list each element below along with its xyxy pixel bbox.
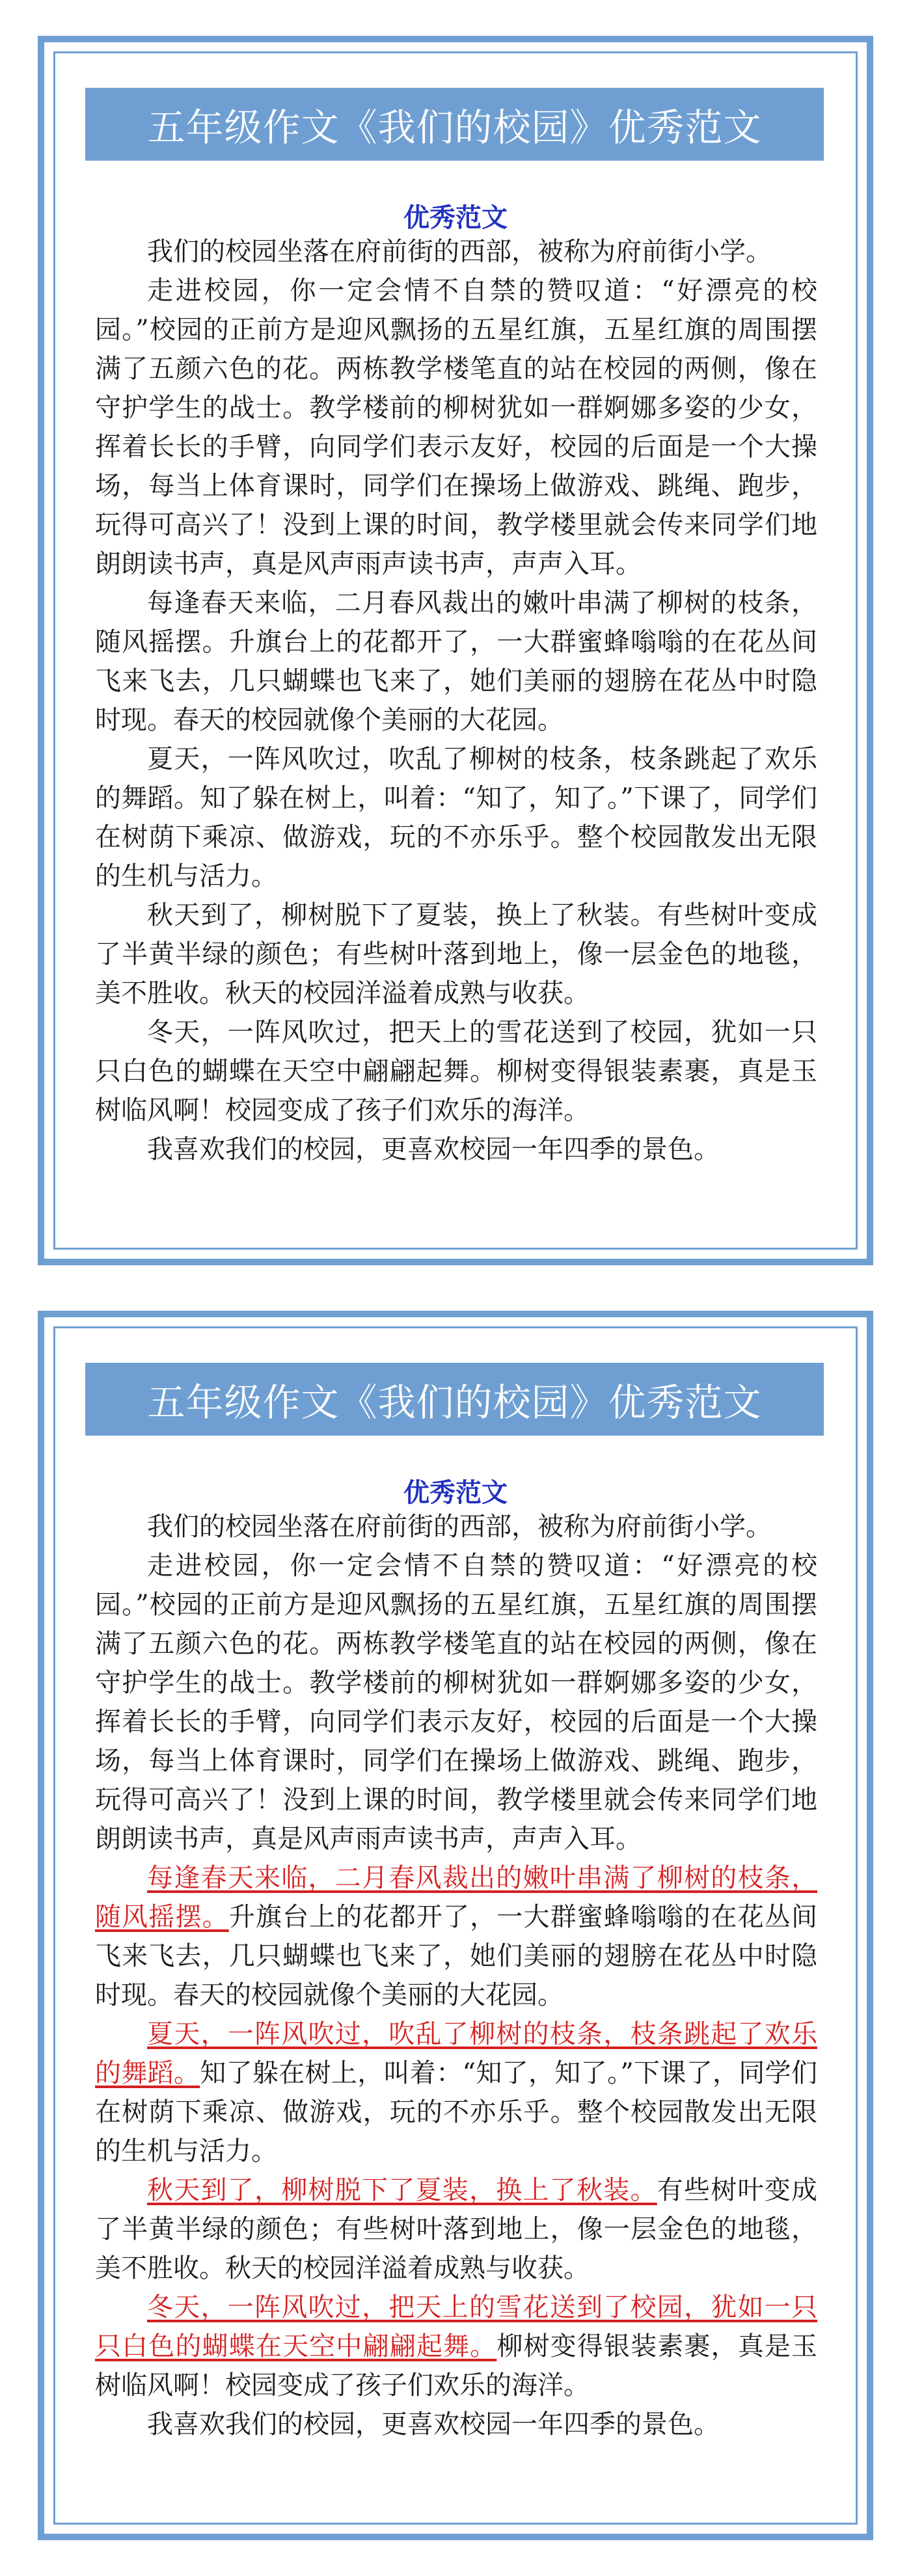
paragraph-highlighted: 秋天到了，柳树脱下了夏装，换上了秋装。有些树叶变成了半黄半绿的颜色；有些树叶落到地上，像一层金色的地毯，美不胜收。秋天的校园洋溢着成熟与收获。 [95,2175,817,2283]
highlighted-sentence: 秋天到了，柳树脱下了夏装，换上了秋装。 [147,2175,657,2205]
paragraph: 我喜欢我们的校园，更喜欢校园一年四季的景色。 [147,1134,720,1164]
paragraph: 每逢春天来临，二月春风裁出的嫩叶串满了柳树的枝条，随风摇摆。升旗台上的花都开了，一大群蜜蜂嗡嗡的在花丛间飞来飞去，几只蝴蝶也飞来了，她们美丽的翅膀在花丛中时隐时现。春天的校园就像个美丽的大花园。 [95,588,817,735]
essay-subtitle: 优秀范文 [403,1478,508,1508]
paragraph: 我们的校园坐落在府前街的西部，被称为府前街小学。 [147,237,772,267]
essay-title: 五年级作文《我们的校园》优秀范文 [85,88,824,161]
paragraph: 走进校园，你一定会情不自禁的赞叹道：“好漂亮的校园。”校园的正前方是迎风飘扬的五星红旗，五星红旗的周围摆满了五颜六色的花。两栋教学楼笔直的站在校园的两侧，像在守护学生的战士。教学楼前的柳树犹如一群婀娜多姿的少女，挥着长长的手臂，向同学们表示友好，校园的后面是一个大操场，每当上体育课时，同学们在操场上做游戏、跳绳、跑步，玩得可高兴了！没到上课的时间，教学楼里就会传来同学们地朗朗读书声，真是风声雨声读书声，声声入耳。 [95,276,817,579]
paragraph: 我们的校园坐落在府前街的西部，被称为府前街小学。 [147,1512,772,1542]
highlighted-sentence: 每逢春天来临，二月春风裁出的嫩叶串满了柳树的枝条，随风摇摆。 [95,1863,817,1932]
highlighted-sentence: 夏天，一阵风吹过，吹乱了柳树的枝条，枝条跳起了欢乐的舞蹈。 [95,2019,817,2088]
essay-body [95,232,817,1169]
paragraph-highlighted: 夏天，一阵风吹过，吹乱了柳树的枝条，枝条跳起了欢乐的舞蹈。知了躲在树上，叫着：“知了，知了。”下课了，同学们在树荫下乘凉、做游戏，玩的不亦乐乎。整个校园散发出无限的生机与活力。 [95,2019,818,2166]
essay-subtitle: 优秀范文 [403,203,508,233]
paragraph: 走进校园，你一定会情不自禁的赞叹道：“好漂亮的校园。”校园的正前方是迎风飘扬的五星红旗，五星红旗的周围摆满了五颜六色的花。两栋教学楼笔直的站在校园的两侧，像在守护学生的战士。教学楼前的柳树犹如一群婀娜多姿的少女，挥着长长的手臂，向同学们表示友好，校园的后面是一个大操场，每当上体育课时，同学们在操场上做游戏、跳绳、跑步，玩得可高兴了！没到上课的时间，教学楼里就会传来同学们地朗朗读书声，真是风声雨声读书声，声声入耳。 [95,1551,817,1854]
paragraph: 秋天到了，柳树脱下了夏装，换上了秋装。有些树叶变成了半黄半绿的颜色；有些树叶落到地上，像一层金色的地毯，美不胜收。秋天的校园洋溢着成熟与收获。 [95,900,817,1008]
paragraph: 冬天，一阵风吹过，把天上的雪花送到了校园，犹如一只只白色的蝴蝶在天空中翩翩起舞。柳树变得银装素裹，真是玉树临风啊！校园变成了孩子们欢乐的海洋。 [95,1017,817,1125]
essay-body [95,1507,817,2444]
highlighted-sentence: 冬天，一阵风吹过，把天上的雪花送到了校园，犹如一只只白色的蝴蝶在天空中翩翩起舞。 [95,2292,817,2361]
essay-card-2 [38,1311,873,2540]
essay-card-1 [38,36,873,1265]
paragraph: 夏天，一阵风吹过，吹乱了柳树的枝条，枝条跳起了欢乐的舞蹈。知了躲在树上，叫着：“知了，知了。”下课了，同学们在树荫下乘凉、做游戏，玩的不亦乐乎。整个校园散发出无限的生机与活力。 [95,744,817,891]
paragraph-highlighted: 冬天，一阵风吹过，把天上的雪花送到了校园，犹如一只只白色的蝴蝶在天空中翩翩起舞。柳树变得银装素裹，真是玉树临风啊！校园变成了孩子们欢乐的海洋。 [95,2292,818,2400]
paragraph-highlighted: 每逢春天来临，二月春风裁出的嫩叶串满了柳树的枝条，随风摇摆。升旗台上的花都开了，一大群蜜蜂嗡嗡的在花丛间飞来飞去，几只蝴蝶也飞来了，她们美丽的翅膀在花丛中时隐时现。春天的校园就像个美丽的大花园。 [95,1863,818,2010]
essay-title: 五年级作文《我们的校园》优秀范文 [85,1363,824,1436]
paragraph: 我喜欢我们的校园，更喜欢校园一年四季的景色。 [147,2409,720,2439]
